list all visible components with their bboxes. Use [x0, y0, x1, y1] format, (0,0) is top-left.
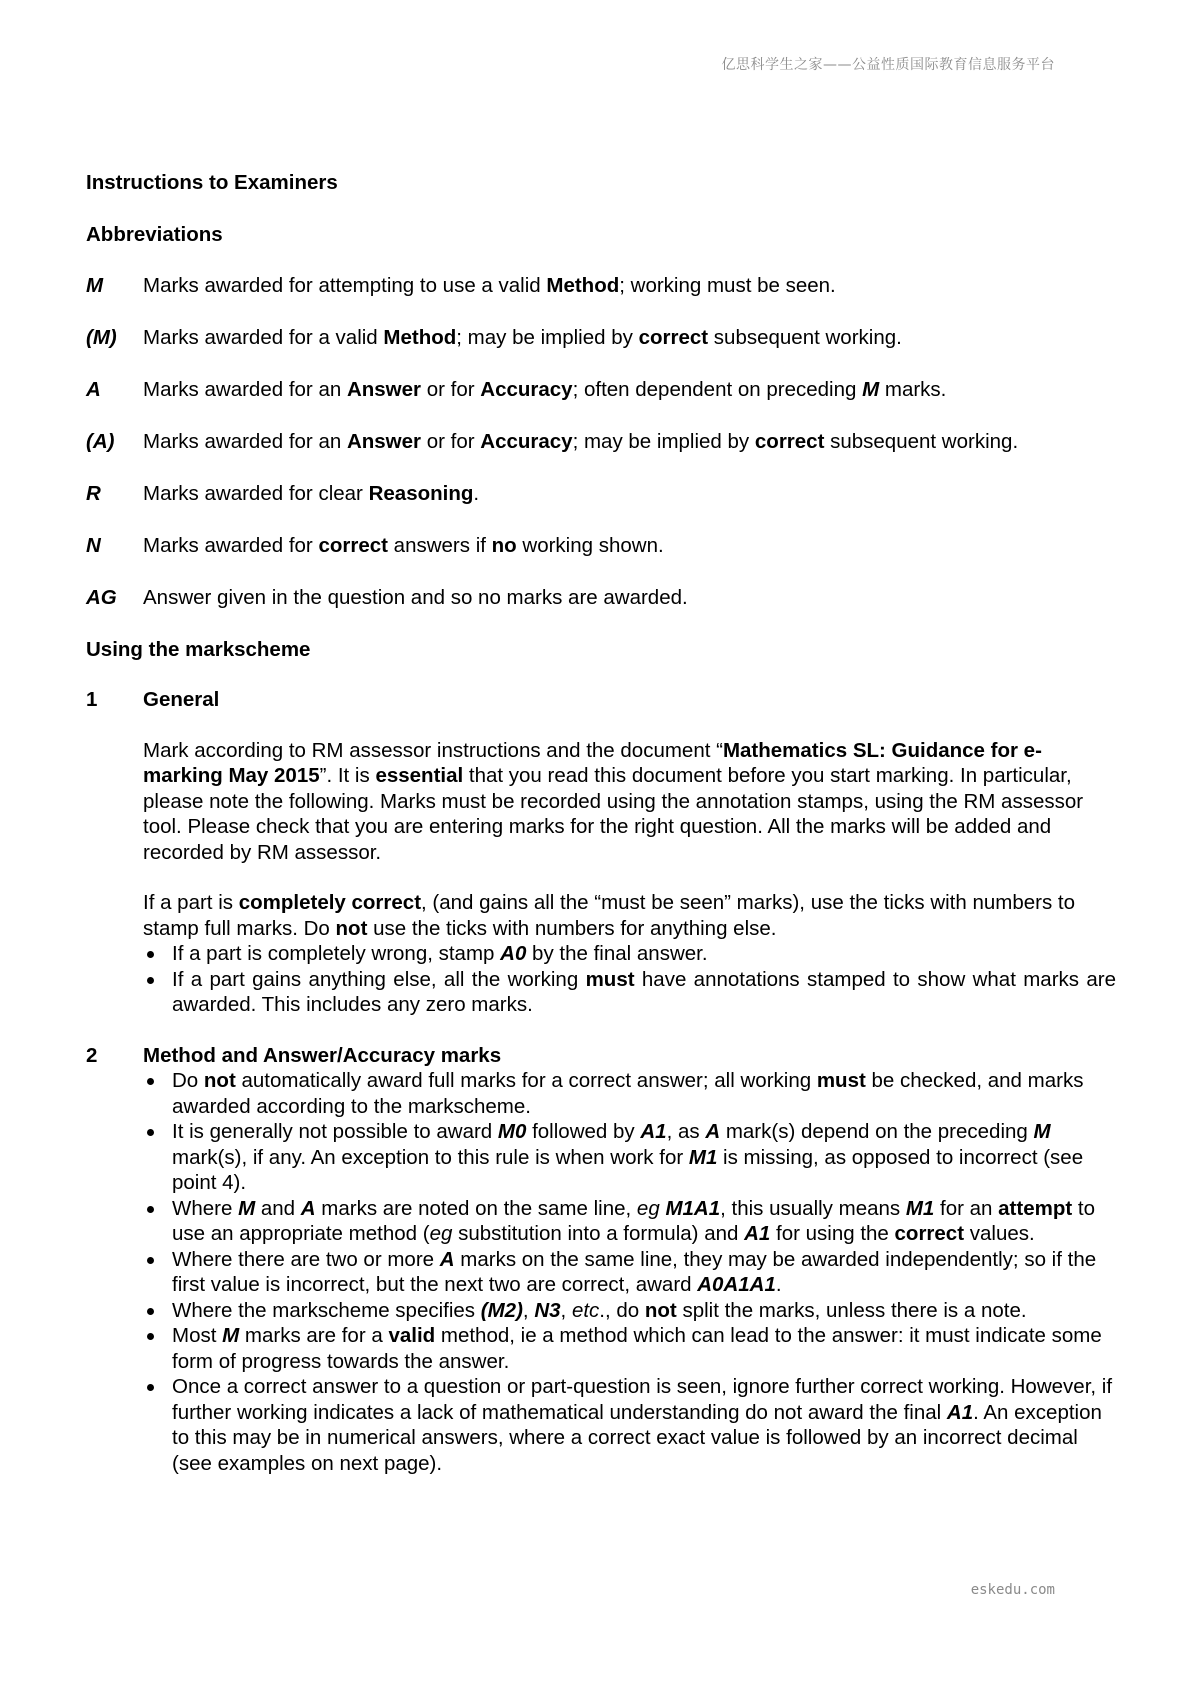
text-run: . [473, 482, 480, 505]
mark-code: A1 [640, 1120, 667, 1143]
text-run: subsequent working. [824, 430, 1019, 453]
text-run: and [255, 1196, 301, 1220]
text-run: is missing, as opposed to incorrect (see point 4). [172, 1145, 1084, 1194]
text-run: Once a correct answer to a question or part-question is seen, ignore further correct working. However, if further working indicates a lack of mathematical understanding do not award the final [172, 1375, 1113, 1424]
text-run: that you read this document before you start marking. In particular, please note the following. Marks must be recorded using the annotation stamps, using the RM assessor tool. Please check that you are entering marks for the right question. All the marks will be added and recorded by RM assessor. [143, 764, 1084, 864]
text-run: Do [172, 1069, 204, 1092]
abbreviation-description [143, 273, 1116, 299]
mark-code: A1 [946, 1400, 974, 1424]
text-run: , as [666, 1120, 706, 1143]
text-run: , this usually means [720, 1196, 906, 1220]
text-run: marks are for a [239, 1324, 389, 1347]
bold-term: Accuracy [480, 430, 573, 453]
bullet-item [143, 1247, 1116, 1298]
bold-term: must [585, 967, 635, 991]
abbreviation-code: AG [86, 586, 117, 609]
text-run: Marks awarded for a valid [143, 326, 384, 349]
text-run: , (and gains all the “must be seen” marks), use the ticks with numbers to stamp full marks. Do [143, 891, 1076, 940]
bold-term: not [203, 1069, 236, 1092]
text-run: automatically award full marks for a correct answer; all working [235, 1069, 817, 1092]
section-1-heading [86, 687, 1116, 713]
bold-term: Mathematics SL: Guidance for e-marking May 2015 [143, 738, 1042, 787]
bullet-item [143, 1374, 1116, 1476]
mark-code: M [862, 378, 880, 401]
abbreviation-row [86, 585, 1116, 611]
abbreviations-heading: Abbreviations [86, 222, 223, 246]
bullet-item [143, 1119, 1116, 1196]
text-run: marks on the same line, they may be awarded independently; so if the first value is incorrect, but the next two are correct, award [172, 1247, 1097, 1296]
mark-code: M [222, 1324, 240, 1347]
bullet-item [143, 1298, 1116, 1324]
bold-term: Method [383, 326, 457, 349]
text-run: or for [421, 430, 481, 453]
text-run: be checked, and marks awarded according to the markscheme. [172, 1069, 1084, 1118]
bold-term: Answer [346, 378, 422, 401]
document-title: Instructions to Examiners [86, 171, 338, 194]
section-2-body [143, 1068, 1116, 1476]
text-run: ”. It is [319, 764, 376, 787]
text-run: ; working must be seen. [619, 274, 836, 297]
abbreviation-description [143, 429, 1116, 455]
text-run: Where [172, 1196, 239, 1220]
section-2-heading [86, 1043, 1116, 1069]
abbreviation-description [143, 481, 1116, 507]
mark-code: M [1033, 1120, 1051, 1143]
mark-code: M1 [688, 1145, 718, 1169]
text-run: Mark according to RM assessor instructions and the document “ [143, 738, 723, 762]
mark-code: (M2) [480, 1298, 523, 1322]
text-run: If a part is [143, 891, 239, 914]
text-run: by the final answer. [526, 942, 708, 965]
bold-term: Accuracy [480, 378, 573, 401]
text-run: for using the [770, 1222, 895, 1245]
bullet-item [143, 1323, 1116, 1374]
text-run: use the ticks with numbers for anything else. [367, 916, 777, 940]
bold-term: not [335, 916, 368, 940]
document-body [86, 170, 1116, 1476]
bold-term: completely correct [238, 891, 422, 914]
bold-term: essential [375, 764, 464, 787]
text-run: Marks awarded for clear [143, 482, 369, 505]
text-run: ; often dependent on preceding [572, 378, 863, 401]
bold-term: correct [754, 430, 825, 453]
abbreviation-row [86, 273, 1116, 299]
text-run: Marks awarded for an [143, 378, 347, 401]
mark-code: A0 [500, 942, 527, 965]
mark-code: M [238, 1196, 256, 1220]
text-run: method, ie a method which can lead to the answer: it must indicate some form of progress towards the answer. [172, 1324, 1102, 1373]
abbreviation-code: M [86, 274, 104, 297]
abbreviation-description [143, 585, 1116, 611]
bold-term: correct [318, 534, 388, 557]
text-run: Where the markscheme specifies [172, 1298, 481, 1322]
text-run: Marks awarded for attempting to use a valid [143, 274, 547, 297]
text-run: followed by [526, 1120, 641, 1143]
abbreviation-description [143, 325, 1116, 351]
text-run: marks. [879, 378, 947, 401]
abbreviation-code: A [86, 378, 101, 401]
italic-term: etc [571, 1298, 600, 1322]
abbreviations-list [86, 273, 1116, 611]
text-run: If a part is completely wrong, stamp [172, 942, 501, 965]
text-run: Marks awarded for an [143, 430, 347, 453]
section-1-title: General [143, 688, 220, 711]
text-run: to use an appropriate method ( [172, 1196, 1095, 1245]
text-run: mark(s), if any. An exception to this rule is when work for [172, 1145, 689, 1169]
italic-term: eg [636, 1196, 660, 1220]
bullet-item [143, 1196, 1116, 1247]
bold-term: Reasoning [368, 482, 474, 505]
text-run: Marks awarded for [143, 534, 319, 557]
bold-term: correct [894, 1222, 965, 1245]
text-run: for an [934, 1196, 999, 1220]
text-run: If a part gains anything else, all the working [172, 967, 586, 991]
mark-code: M1 [905, 1196, 935, 1220]
bold-term: correct [638, 326, 709, 349]
abbreviation-code: (A) [86, 430, 115, 453]
text-run: ., do [599, 1298, 645, 1322]
using-markscheme-heading: Using the markscheme [86, 637, 311, 661]
italic-term: eg [429, 1222, 453, 1245]
abbreviation-row [86, 377, 1116, 403]
text-run: It is generally not possible to award [172, 1120, 498, 1143]
bold-term: must [816, 1069, 866, 1092]
text-run: marks are noted on the same line, [315, 1196, 637, 1220]
section-1-paragraph-2 [143, 890, 1116, 941]
bold-term: not [644, 1298, 677, 1322]
section-1-paragraph-1 [143, 738, 1116, 866]
section-1-number: 1 [86, 688, 98, 711]
abbreviation-row [86, 533, 1116, 559]
abbreviation-row [86, 481, 1116, 507]
text-run: answers if [387, 534, 492, 557]
bold-term: valid [388, 1324, 436, 1347]
text-run: subsequent working. [708, 326, 902, 349]
section-1-bullet-list [143, 941, 1116, 1018]
bold-term: no [491, 534, 517, 557]
footer-watermark: eskedu.com [970, 1582, 1055, 1598]
section-2-bullet-list [143, 1068, 1116, 1476]
text-run: ; may be implied by [456, 326, 639, 349]
section-2-number: 2 [86, 1043, 98, 1067]
section-2-title: Method and Answer/Accuracy marks [143, 1043, 502, 1067]
text-run: . An exception to this may be in numerical answers, where a correct exact value is followed by an incorrect decimal (see examples on next page). [172, 1400, 1102, 1475]
text-run: values. [964, 1222, 1035, 1245]
mark-code: M1A1 [665, 1196, 721, 1220]
bullet-item [143, 941, 1116, 967]
abbreviation-description [143, 377, 1116, 403]
text-run: , [560, 1298, 572, 1322]
text-run: Where there are two or more [172, 1247, 440, 1271]
abbreviation-row [86, 429, 1116, 455]
text-run: working shown. [516, 534, 664, 557]
bullet-item [143, 967, 1116, 1018]
abbreviation-code: R [86, 482, 101, 505]
abbreviation-code: N [86, 534, 101, 557]
text-run: split the marks, unless there is a note. [676, 1298, 1027, 1322]
text-run: Most [172, 1324, 223, 1347]
text-run: or for [421, 378, 481, 401]
section-1-body [143, 738, 1116, 1018]
text-run: ; may be implied by [572, 430, 755, 453]
mark-code: A0A1A1 [697, 1273, 776, 1296]
mark-code: M0 [497, 1120, 527, 1143]
abbreviation-code: (M) [86, 326, 117, 349]
text-run: substitution into a formula) and [452, 1222, 745, 1245]
mark-code: A [300, 1196, 316, 1220]
bold-term: Method [546, 274, 620, 297]
abbreviation-description [143, 533, 1116, 559]
bold-term: attempt [998, 1196, 1073, 1220]
mark-code: A [439, 1247, 455, 1271]
text-run: mark(s) depend on the preceding [720, 1120, 1034, 1143]
abbreviation-row [86, 325, 1116, 351]
bullet-item [143, 1068, 1116, 1119]
text-run: have annotations stamped to show what marks are awarded. This includes any zero marks. [172, 967, 1116, 1016]
mark-code: A [705, 1120, 721, 1143]
text-run: Answer given in the question and so no marks are awarded. [143, 586, 688, 609]
text-run: , [522, 1298, 535, 1322]
bold-term: Answer [346, 430, 422, 453]
header-watermark: 亿思科学生之家——公益性质国际教育信息服务平台 [721, 57, 1055, 73]
mark-code: N3 [534, 1298, 561, 1322]
mark-code: A1 [744, 1222, 771, 1245]
text-run: . [775, 1273, 782, 1296]
